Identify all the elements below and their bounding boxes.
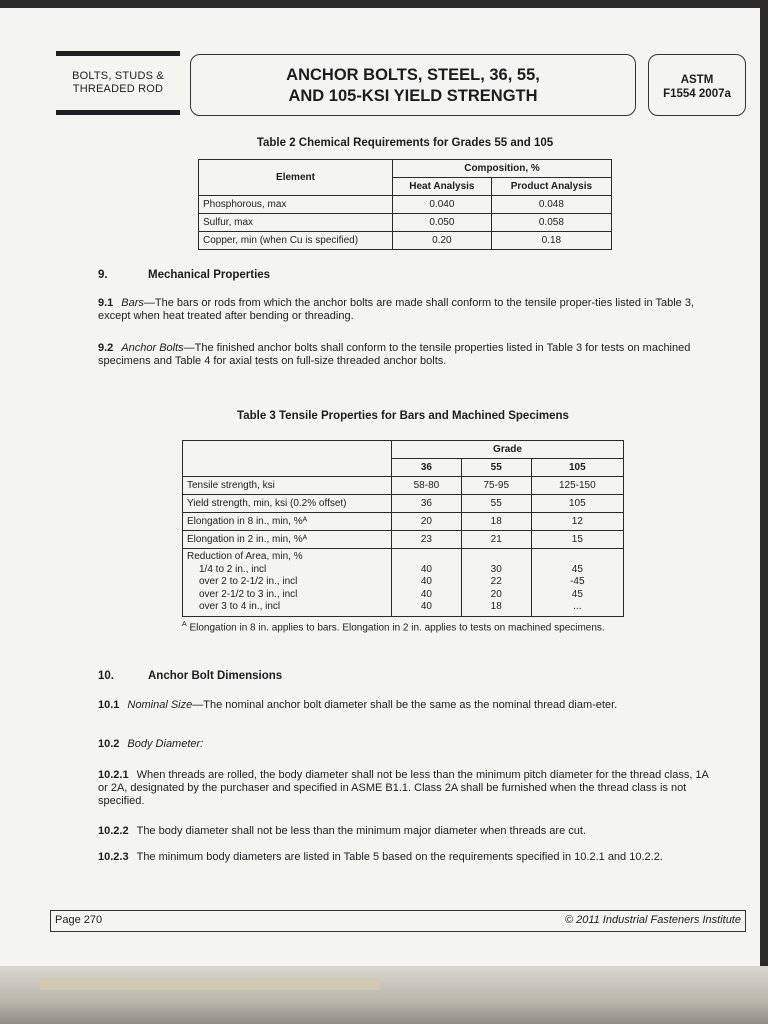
standard-line-1: ASTM: [680, 74, 714, 86]
footnote-text: Elongation in 8 in. applies to bars. Elongation in 2 in. applies to tests on machined specimens.: [186, 622, 605, 634]
table3-value: 12: [531, 513, 623, 531]
page-footer: [50, 910, 746, 932]
reduction-value: 30: [490, 563, 502, 575]
table3-header-grade: Grade: [392, 441, 624, 459]
table3-header-blank: [183, 441, 392, 477]
category-top-rule: [56, 51, 180, 56]
document-page: [0, 8, 760, 966]
table2-element: Phosphorous, max: [199, 196, 393, 214]
scanner-bed-edge: [0, 966, 768, 1024]
table2-heat: 0.040: [393, 196, 492, 214]
title-line-1: ANCHOR BOLTS, STEEL, 36, 55,: [286, 66, 540, 84]
table2-heat: 0.20: [393, 232, 492, 250]
reduction-value: 40: [420, 576, 432, 587]
table2-header-composition: Composition, %: [393, 160, 612, 178]
table3-footnote: [182, 619, 624, 634]
paragraph-text: —The bars or rods from which the anchor bolts are made shall conform to the tensile proper-ties listed in Table 3, except when heat treated after bending or threading.: [98, 297, 694, 322]
paragraph-number: 10.1: [98, 699, 120, 711]
reduction-heading: Reduction of Area, min, %: [187, 551, 303, 562]
paragraph-number: 10.2.3: [98, 851, 129, 863]
table3-value: 21: [461, 531, 531, 549]
paragraph-term: Body Diameter:: [127, 738, 204, 750]
table3-value: 23: [392, 531, 462, 549]
section-9-number: 9.: [98, 269, 108, 281]
table3-value: 105: [531, 495, 623, 513]
table3-value: 125-150: [531, 477, 623, 495]
paragraph-9-1: [98, 297, 710, 323]
paragraph-10-2-2: [98, 825, 710, 838]
table2-element: Sulfur, max: [199, 214, 393, 232]
paragraph-number: 10.2.1: [98, 769, 129, 781]
table3-caption: Table 3 Tensile Properties for Bars and Machined Specimens: [237, 410, 569, 422]
paragraph-10-2-3: [98, 851, 710, 864]
paragraph-text: —The finished anchor bolts shall conform to the tensile properties listed in Table 3 for tests on machined specimens and Table 4 for axial tests on full-size threaded anchor bolts.: [98, 342, 691, 367]
reduction-range: 1/4 to 2 in., incl: [199, 563, 267, 575]
paragraph-text: —The nominal anchor bolt diameter shall be the same as the nominal thread diam-eter.: [192, 699, 618, 711]
tensile-properties-table: [182, 440, 624, 617]
paragraph-text: The body diameter shall not be less than the minimum major diameter when threads are cut.: [136, 825, 586, 837]
reduction-range: over 2-1/2 to 3 in., incl: [199, 588, 298, 600]
section-10-title: Anchor Bolt Dimensions: [148, 670, 283, 682]
section-9-title: Mechanical Properties: [148, 269, 271, 281]
table3-value: 18: [461, 513, 531, 531]
reduction-value: 18: [490, 601, 502, 612]
title-line-2: AND 105-KSI YIELD STRENGTH: [288, 87, 538, 105]
reduction-grade-36: [392, 549, 462, 617]
table2-element: Copper, min (when Cu is specified): [199, 232, 393, 250]
table3-property: Elongation in 2 in., min, %ᴬ: [183, 531, 392, 549]
section-10-number: 10.: [98, 670, 114, 682]
paragraph-term: Nominal Size: [127, 699, 193, 711]
table-row: [199, 232, 612, 250]
paragraph-term: Bars: [121, 297, 144, 309]
paragraph-9-2: [98, 342, 710, 368]
chemical-requirements-table: [198, 159, 612, 250]
table-row: [183, 495, 624, 513]
reduction-value: ...: [573, 601, 582, 612]
standard-box: [648, 54, 746, 116]
reduction-value: 20: [490, 588, 502, 600]
table3-value: 36: [392, 495, 462, 513]
table3-property: Tensile strength, ksi: [183, 477, 392, 495]
table2-header-product: Product Analysis: [491, 178, 611, 196]
table2-product: 0.18: [491, 232, 611, 250]
table3-reduction-labels: [183, 549, 392, 617]
paragraph-10-2: [98, 738, 710, 751]
reduction-value: 40: [420, 563, 432, 575]
paragraph-text: The minimum body diameters are listed in Table 5 based on the requirements specified in 10.2.1 and 10.2.2.: [136, 851, 663, 863]
table3-property: Elongation in 8 in., min, %ᴬ: [183, 513, 392, 531]
footnote-mark: A: [182, 621, 187, 628]
table-row: [183, 513, 624, 531]
section-10-heading: [98, 670, 282, 682]
paragraph-10-2-1: [98, 769, 710, 808]
reduction-grade-55: [461, 549, 531, 617]
table3-grade-36: 36: [392, 459, 462, 477]
paragraph-number: 10.2: [98, 738, 120, 750]
table2-product: 0.058: [491, 214, 611, 232]
table3-property: Yield strength, min, ksi (0.2% offset): [183, 495, 392, 513]
category-line-2: THREADED ROD: [72, 83, 164, 95]
paragraph-10-1: [98, 699, 710, 712]
table-row: [183, 477, 624, 495]
reduction-value: -45: [570, 576, 585, 587]
category-bottom-rule: [56, 110, 180, 115]
table3-grade-55: 55: [461, 459, 531, 477]
paragraph-number: 10.2.2: [98, 825, 129, 837]
table-row: [183, 531, 624, 549]
scanner-bed-highlight: [40, 978, 380, 990]
table2-header-element: Element: [199, 160, 393, 196]
reduction-value: 45: [571, 588, 583, 600]
table3-grade-105: 105: [531, 459, 623, 477]
section-9-heading: [98, 269, 270, 281]
table3-value: 20: [392, 513, 462, 531]
table3-value: 58-80: [392, 477, 462, 495]
page-number: Page 270: [55, 914, 103, 926]
reduction-value: 45: [571, 563, 583, 575]
paragraph-text: When threads are rolled, the body diameter shall not be less than the minimum pitch diameter for the thread class, 1A or 2A, designated by the purchaser and specified in ASME B1.1. Class 2A shall be furnished when the thread class is not specified.: [98, 769, 709, 807]
table2-caption: Table 2 Chemical Requirements for Grades 55 and 105: [256, 137, 554, 149]
table3-value: 55: [461, 495, 531, 513]
standard-line-2: F1554 2007a: [663, 88, 731, 100]
reduction-grade-105: [531, 549, 623, 617]
document-title: [191, 65, 635, 107]
category-line-1: BOLTS, STUDS &: [72, 70, 164, 82]
table3-value: 75-95: [461, 477, 531, 495]
copyright: © 2011 Industrial Fasteners Institute: [564, 914, 741, 926]
paragraph-term: Anchor Bolts: [121, 342, 184, 354]
reduction-range: over 2 to 2-1/2 in., incl: [199, 576, 298, 587]
table-row: [183, 549, 624, 617]
paragraph-number: 9.1: [98, 297, 114, 309]
table2-header-heat: Heat Analysis: [393, 178, 492, 196]
category-text: [56, 70, 180, 96]
table3-value: 15: [531, 531, 623, 549]
table-row: [199, 214, 612, 232]
reduction-value: 40: [420, 588, 432, 600]
reduction-value: 40: [420, 601, 432, 612]
table2-product: 0.048: [491, 196, 611, 214]
paragraph-number: 9.2: [98, 342, 114, 354]
category-label: [56, 48, 180, 114]
reduction-value: 22: [490, 576, 502, 587]
reduction-range: over 3 to 4 in., incl: [199, 601, 281, 612]
document-title-box: [190, 54, 636, 116]
table-row: [199, 196, 612, 214]
table2-heat: 0.050: [393, 214, 492, 232]
